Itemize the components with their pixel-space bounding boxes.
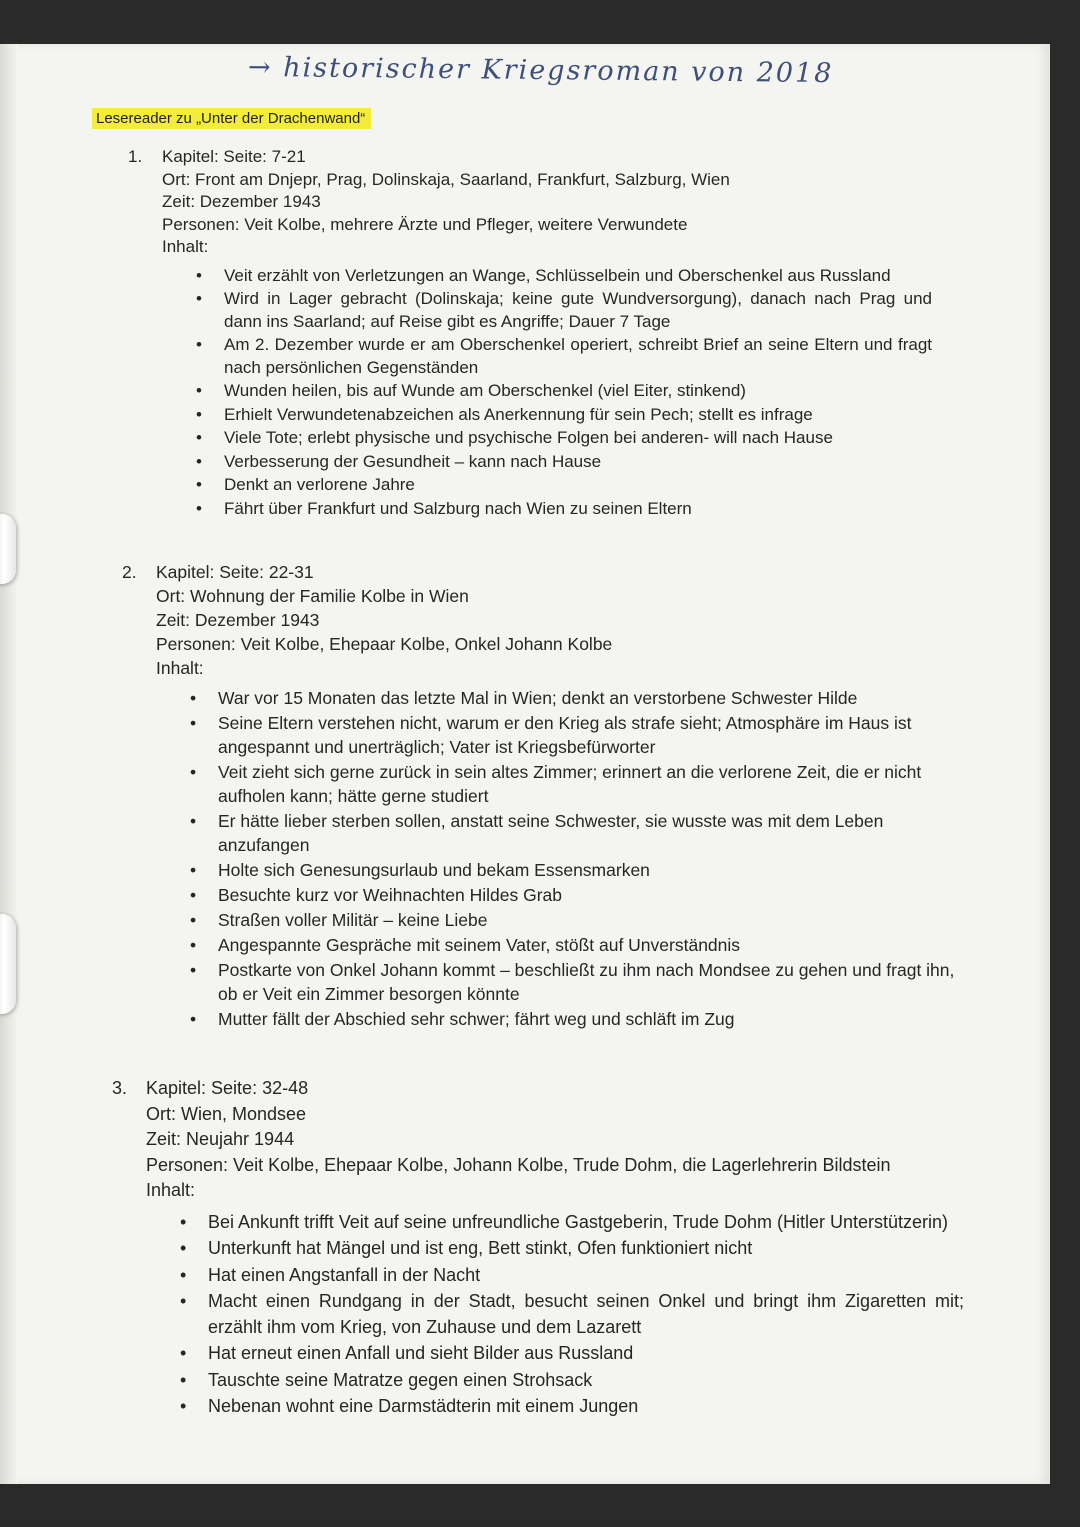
list-item-text: Verbesserung der Gesundheit – kann nach Hause [224,451,602,471]
list-item [156,760,956,808]
list-item [156,933,956,957]
bullet-icon: • [196,475,202,494]
list-item [162,288,932,333]
binder-ring [0,514,16,584]
list-item [146,1263,964,1289]
bullet-icon: • [190,811,197,831]
list-item [162,334,932,379]
list-item-text: Unterkunft hat Mängel und ist eng, Bett stinkt, Ofen funktioniert nicht [208,1238,753,1258]
binder-ring [0,914,16,1014]
content-list [156,686,956,1031]
bullet-icon: • [196,381,202,400]
bullet-icon: • [196,404,202,424]
list-item [146,1289,964,1340]
chapter-number: 3. [112,1078,128,1098]
chapter-3 [112,1076,964,1421]
bullet-icon: • [196,428,202,447]
list-item-text: Hat einen Angstanfall in der Nacht [208,1264,481,1285]
bullet-icon: • [196,289,202,308]
bullet-icon: • [190,1009,197,1029]
handwritten-annotation: → historischer Kriegsroman von 2018 [247,51,834,90]
bullet-icon: • [190,960,197,980]
list-item-text: Er hätte lieber sterben sollen, anstatt seine Schwester, sie wusste was mit dem Leben anzufangen [218,811,884,855]
bullet-icon: • [190,885,197,905]
bullet-icon: • [196,265,202,285]
bullet-icon: • [190,688,197,708]
list-item-text: Angespannte Gespräche mit seinem Vater, stößt auf Unverständnis [218,935,741,955]
list-item-text: Macht einen Rundgang in der Stadt, besucht seinen Onkel und bringt ihm Zigaretten mit; erzählt ihm vom Krieg, von Zuhause und dem Lazarett [208,1291,964,1337]
list-item [156,686,956,710]
list-item-text: Seine Eltern verstehen nicht, warum er den Krieg als strafe sieht; Atmosphäre im Haus ist angespannt und unerträglich; Vater ist Kriegsbefürworter [218,713,912,757]
list-item-text: Besuchte kurz vor Weihnachten Hildes Grab [218,885,563,905]
list-item-text: Straßen voller Militär – keine Liebe [218,910,488,930]
chapter-2 [122,560,956,1032]
list-item [156,711,956,759]
chapter-zeit: Zeit: Dezember 1943 [162,192,321,211]
list-item [146,1236,964,1262]
chapter-ort: Ort: Front am Dnjepr, Prag, Dolinskaja, Saarland, Frankfurt, Salzburg, Wien [162,169,730,189]
list-item [146,1394,964,1420]
list-item-text: Veit zieht sich gerne zurück in sein altes Zimmer; erinnert an die verlorene Zeit, die er nicht aufholen kann; hätte gerne studiert [218,762,922,806]
list-item-text: War vor 15 Monaten das letzte Mal in Wien; denkt an verstorbene Schwester Hilde [218,688,858,708]
list-item-text: Am 2. Dezember wurde er am Oberschenkel operiert, schreibt Brief an seine Eltern und fragt nach persönlichen Gegenständen [224,335,932,377]
list-item-text: Hat erneut einen Anfall und sieht Bilder aus Russland [208,1343,634,1363]
bullet-icon: • [180,1343,187,1363]
list-item [156,809,956,857]
bullet-icon: • [180,1291,187,1311]
bullet-icon: • [180,1211,187,1232]
chapter-heading: Kapitel: Seite: 7-21 [162,147,306,166]
document-title: Lesereader zu „Unter der Drachenwand“ [92,108,371,129]
chapter-inhalt-label: Inhalt: [162,237,209,256]
chapter-personen: Personen: Veit Kolbe, Ehepaar Kolbe, Onkel Johann Kolbe [156,634,613,654]
list-item [156,908,956,932]
chapter-inhalt-label: Inhalt: [156,658,204,678]
list-item-text: Bei Ankunft trifft Veit auf seine unfreundliche Gastgeberin, Trude Dohm (Hitler Unterstützerin) [208,1211,949,1232]
list-item-text: Wird in Lager gebracht (Dolinskaja; keine gute Wundversorgung), danach nach Prag und dann ins Saarland; auf Reise gibt es Angriffe; Dauer 7 Tage [224,289,932,331]
chapter-personen: Personen: Veit Kolbe, mehrere Ärzte und Pfleger, weitere Verwundete [162,214,688,234]
bullet-icon: • [190,713,197,733]
bullet-icon: • [180,1238,187,1258]
list-item-text: Wunden heilen, bis auf Wunde am Oberschenkel (viel Eiter, stinkend) [224,381,746,400]
list-item [156,1007,956,1031]
chapter-ort: Ort: Wohnung der Familie Kolbe in Wien [156,586,469,606]
list-item-text: Tauschte seine Matratze gegen einen Strohsack [208,1369,593,1390]
bullet-icon: • [180,1396,187,1416]
list-item-text: Erhielt Verwundetenabzeichen als Anerkennung für sein Pech; stellt es infrage [224,404,813,424]
list-item [162,498,932,521]
chapter-number: 2. [122,562,137,582]
content-list [146,1210,964,1420]
list-item-text: Veit erzählt von Verletzungen an Wange, Schlüsselbein und Oberschenkel aus Russland [224,265,891,285]
chapter-1 [128,146,932,521]
bullet-icon: • [196,335,202,354]
list-item [162,474,932,497]
list-item [156,858,956,882]
chapter-number: 1. [128,147,143,166]
bullet-icon: • [180,1369,187,1390]
list-item-text: Nebenan wohnt eine Darmstädterin mit einem Jungen [208,1396,639,1416]
list-item [162,427,932,450]
list-item [162,380,932,403]
list-item [156,958,956,1006]
list-item [162,404,932,427]
list-item-text: Fährt über Frankfurt und Salzburg nach Wien zu seinen Eltern [224,498,692,518]
list-item-text: Viele Tote; erlebt physische und psychische Folgen bei anderen- will nach Hause [224,428,833,447]
content-list [162,265,932,521]
bullet-icon: • [180,1264,187,1285]
list-item [162,265,932,288]
chapter-heading: Kapitel: Seite: 32-48 [146,1078,309,1098]
chapter-personen: Personen: Veit Kolbe, Ehepaar Kolbe, Johann Kolbe, Trude Dohm, die Lagerlehrerin Bildstein [146,1154,891,1175]
chapter-zeit: Zeit: Dezember 1943 [156,610,320,630]
list-item [146,1341,964,1367]
list-item-text: Postkarte von Onkel Johann kommt – beschließt zu ihm nach Mondsee zu gehen und fragt ihn, ob er Veit ein Zimmer besorgen könnte [218,960,955,1004]
bullet-icon: • [190,935,197,955]
bullet-icon: • [190,860,197,880]
list-item-text: Denkt an verlorene Jahre [224,475,415,494]
bullet-icon: • [190,762,197,782]
chapter-inhalt-label: Inhalt: [146,1180,196,1200]
list-item [162,451,932,474]
list-item [146,1368,964,1394]
chapter-zeit: Zeit: Neujahr 1944 [146,1129,295,1149]
list-item [146,1210,964,1236]
bullet-icon: • [190,910,197,930]
chapter-ort: Ort: Wien, Mondsee [146,1103,307,1124]
list-item [156,883,956,907]
bullet-icon: • [196,498,202,518]
chapter-heading: Kapitel: Seite: 22-31 [156,562,314,582]
list-item-text: Mutter fällt der Abschied sehr schwer; fährt weg und schläft im Zug [218,1009,735,1029]
bullet-icon: • [196,451,202,471]
list-item-text: Holte sich Genesungsurlaub und bekam Essensmarken [218,860,650,880]
